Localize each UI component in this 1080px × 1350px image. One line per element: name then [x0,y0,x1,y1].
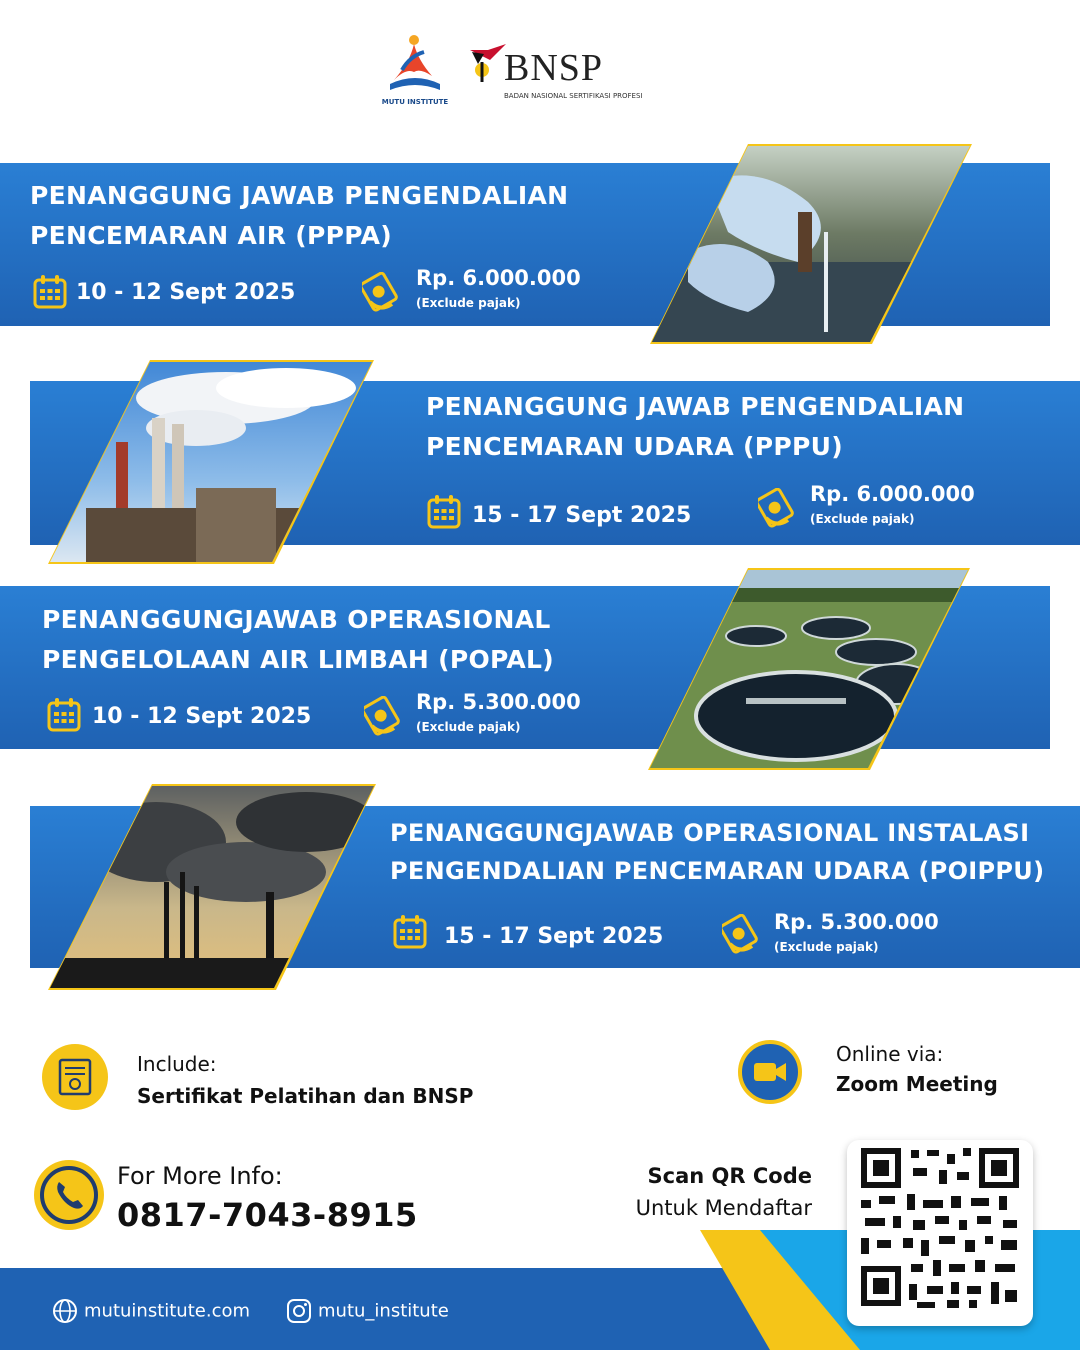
course-price: Rp. 6.000.000 [810,482,975,506]
calendar-icon [426,494,462,530]
course-title-line1: PENANGGUNG JAWAB PENGENDALIAN [30,181,569,210]
header-logos [380,32,643,112]
course-title [30,176,568,256]
course-title-line1: PENANGGUNGJAWAB OPERASIONAL INSTALASI [390,819,1030,847]
water-sampling-photo [648,142,974,346]
money-icon [362,272,398,308]
course-title [390,814,1044,890]
course-price: Rp. 5.300.000 [774,910,939,934]
online-label: Online via: [836,1042,944,1066]
course-title [42,600,554,680]
phone-icon [34,1160,104,1230]
course-date: 15 - 17 Sept 2025 [444,924,664,949]
certificate-icon [42,1044,108,1110]
course-date: 15 - 17 Sept 2025 [472,503,692,528]
course-price-note: (Exclude pajak) [416,720,521,734]
course-title-line1: PENANGGUNGJAWAB OPERASIONAL [42,605,551,634]
include-value: Sertifikat Pelatihan dan BNSP [137,1084,474,1108]
course-title [426,387,964,467]
course-price-note: (Exclude pajak) [810,512,915,526]
factory-smokestack-photo [46,358,376,566]
course-title-line1: PENANGGUNG JAWAB PENGENDALIAN [426,392,965,421]
course-price: Rp. 6.000.000 [416,266,581,290]
calendar-icon [46,697,82,733]
instagram-icon [286,1298,312,1324]
bnsp-subtitle: BADAN NASIONAL SERTIFIKASI PROFESI [504,92,643,100]
course-title-line2: PENGELOLAAN AIR LIMBAH (POPAL) [42,645,554,674]
instagram-text: mutu_institute [318,1300,449,1322]
money-icon [364,696,400,732]
course-date: 10 - 12 Sept 2025 [76,280,296,305]
mutu-institute-logo [380,32,450,108]
online-value: Zoom Meeting [836,1072,998,1096]
calendar-icon [392,914,428,950]
footer-website[interactable] [52,1298,250,1324]
mutu-logo-text: MUTU INSTITUTE [381,98,449,106]
smoke-pollution-photo [46,782,378,992]
course-title-line2: PENCEMARAN UDARA (PPPU) [426,432,843,461]
footer-instagram[interactable] [286,1298,449,1324]
qr-code[interactable] [847,1140,1033,1326]
wastewater-plant-photo [646,566,972,772]
contact-label: For More Info: [117,1162,283,1190]
course-title-line2: PENGENDALIAN PENCEMARAN UDARA (POIPPU) [390,857,1045,885]
bnsp-title: BNSP [504,47,604,89]
course-date: 10 - 12 Sept 2025 [92,704,312,729]
globe-icon [52,1298,78,1324]
include-label: Include: [137,1052,217,1076]
course-price: Rp. 5.300.000 [416,690,581,714]
course-title-line2: PENCEMARAN AIR (PPPA) [30,221,392,250]
course-price-note: (Exclude pajak) [774,940,879,954]
bnsp-logo-mark [468,42,508,82]
contact-phone[interactable]: 0817-7043-8915 [117,1196,418,1234]
video-camera-icon [738,1040,802,1104]
qr-title: Scan QR Code [647,1164,812,1188]
qr-code-image [847,1140,1033,1326]
course-price-note: (Exclude pajak) [416,296,521,310]
calendar-icon [32,274,68,310]
website-text: mutuinstitute.com [84,1300,251,1322]
qr-subtitle: Untuk Mendaftar [635,1196,812,1220]
money-icon [758,488,794,524]
money-icon [722,914,758,950]
